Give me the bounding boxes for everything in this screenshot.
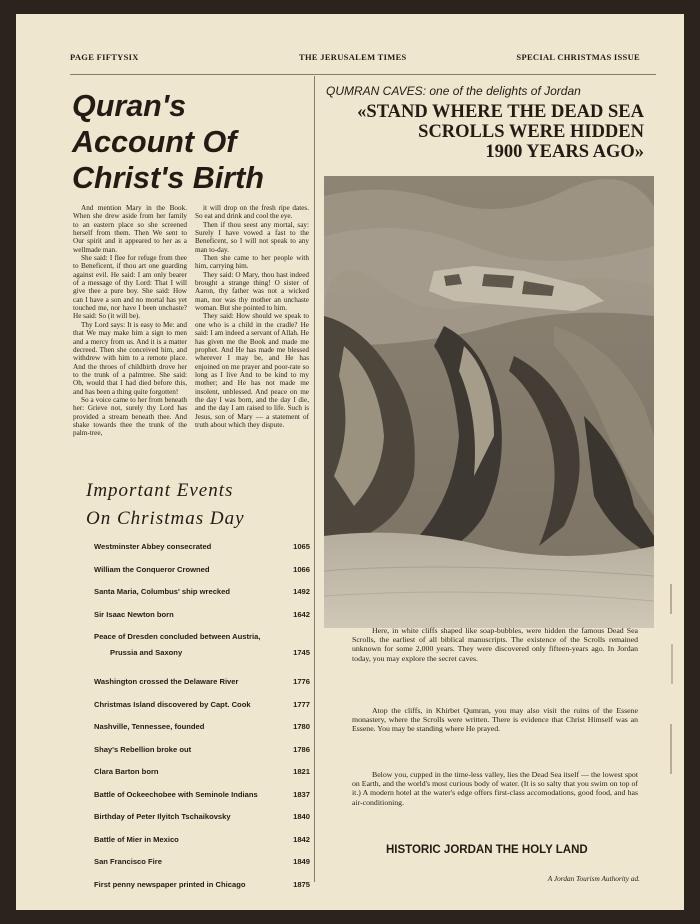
issue-label: SPECIAL CHRISTMAS ISSUE bbox=[516, 52, 640, 62]
event-row bbox=[94, 604, 310, 627]
paragraph: She said: I flee for refuge from thee to Beneficent, if thou art one guarding against evil. He said: I am only bearer of a message of thy Lord: That I will give thee a pure boy. She said: How can I have a son and no mortal has yet touched me, nor have I been unchaste? He said: So (it will be). bbox=[73, 254, 187, 321]
subhead-rest: : one of the delights of Jordan bbox=[422, 84, 581, 98]
event-name: Peace of Dresden concluded between Austria, bbox=[94, 632, 261, 641]
event-name: San Francisco Fire bbox=[94, 857, 162, 866]
event-name: First penny newspaper printed in Chicago bbox=[94, 879, 246, 889]
scrolls-headline-line-3: 1900 YEARS AGO» bbox=[485, 142, 644, 162]
event-year: 1777 bbox=[293, 699, 310, 709]
event-row bbox=[94, 536, 310, 559]
event-name: Christmas Island discovered by Capt. Cook bbox=[94, 699, 251, 709]
paragraph: Then she came to her people with him, carrying him. bbox=[195, 254, 309, 271]
event-name: Washington crossed the Delaware River bbox=[94, 677, 239, 686]
paragraph: They said: O Mary, thou hast indeed brought a strange thing! O sister of Aaron, thy father was not a wicked man, nor was thy mother an unchaste woman. But she pointed to him. bbox=[195, 270, 309, 313]
event-year: 1840 bbox=[293, 812, 310, 821]
event-name: Westminster Abbey consecrated bbox=[94, 542, 212, 551]
qumran-paragraph-1 bbox=[352, 626, 638, 663]
event-year: 1821 bbox=[293, 767, 310, 776]
event-year: 1786 bbox=[293, 744, 310, 754]
scrolls-headline bbox=[322, 102, 644, 162]
paragraph: So a voice came to her from beneath her: Grieve not, surely thy Lord has provided a stream beneath thee. And shake towards thee the trunk of the palm-tree, bbox=[73, 395, 187, 438]
ad-credit: A Jordan Tourism Authority ad. bbox=[547, 874, 640, 883]
event-row bbox=[94, 581, 310, 604]
photo-drawing bbox=[324, 176, 654, 628]
paragraph-text: Atop the cliffs, in Khirbet Qumran, you may also visit the ruins of the Essene monastery, where the Scrolls were written. There is evidence that Christ Himself was an Essene. You may be standing where He prayed. bbox=[352, 706, 638, 734]
event-row bbox=[94, 851, 310, 874]
qumran-subhead bbox=[326, 84, 656, 98]
event-year: 1875 bbox=[293, 879, 310, 889]
paragraph-text: Below you, cupped in the time-less valley, lies the Dead Sea itself — the lowest spot on Earth, and the world's most curious body of water. (It is so salty that you swim on top of it.) A modern hotel at the water's edge offers first-class accomodations, good food, and has air-conditioning. bbox=[352, 770, 638, 807]
qumran-paragraph-2 bbox=[352, 706, 638, 734]
quran-headline bbox=[72, 88, 312, 196]
quran-text-column-2 bbox=[195, 204, 309, 429]
events-list bbox=[94, 536, 310, 896]
scrolls-headline-line-2: SCROLLS WERE HIDDEN bbox=[418, 122, 644, 142]
events-title-line-2: On Christmas Day bbox=[86, 508, 245, 529]
event-year: 1780 bbox=[293, 722, 310, 731]
event-name: Battle of Mier in Mexico bbox=[94, 834, 179, 844]
headline-line-1: Quran's bbox=[72, 89, 187, 123]
event-row bbox=[94, 761, 310, 784]
event-year: 1642 bbox=[293, 609, 310, 619]
event-name: Santa Maria, Columbus' ship wrecked bbox=[94, 587, 230, 596]
event-year: 1745 bbox=[293, 648, 310, 657]
qumran-paragraph-3 bbox=[352, 770, 638, 807]
event-row bbox=[94, 739, 310, 762]
headline-line-3: Christ's Birth bbox=[72, 161, 264, 195]
event-row bbox=[94, 716, 310, 739]
newspaper-name: THE JERUSALEM TIMES bbox=[299, 52, 407, 62]
header-rule bbox=[70, 74, 656, 75]
scrolls-headline-line-1: «STAND WHERE THE DEAD SEA bbox=[357, 102, 644, 122]
tourism-slogan: HISTORIC JORDAN THE HOLY LAND bbox=[386, 844, 588, 856]
event-row bbox=[94, 874, 310, 897]
paragraph: And mention Mary in the Book. When she drew aside from her family to an eastern place so she screened herself from them. Then We sent to Our spirit and it appeared to her as a wellmade man. bbox=[73, 204, 187, 254]
event-year: 1837 bbox=[293, 789, 310, 799]
event-row bbox=[94, 559, 310, 582]
event-name: Sir Isaac Newton born bbox=[94, 609, 174, 619]
qumran-aerial-photo bbox=[324, 176, 654, 628]
paragraph-text: Here, in white cliffs shaped like soap-bubbles, were hidden the famous Dead Sea Scrolls, the earliest of all biblical manuscripts. The existence of the Scrolls remained unknown for some 2,000 years. They were discovered only fifteen-years ago. In Jordan today, you may explore the secret caves. bbox=[352, 626, 638, 663]
event-year: 1842 bbox=[293, 834, 310, 844]
page-number: PAGE FIFTYSIX bbox=[70, 52, 139, 62]
headline-line-2: Account Of bbox=[72, 125, 237, 159]
page-edge-marks bbox=[668, 574, 676, 814]
event-year: 1776 bbox=[293, 677, 310, 686]
event-row bbox=[94, 694, 310, 717]
paragraph: it will drop on the fresh ripe dates. So eat and drink and cool the eye. bbox=[195, 204, 309, 221]
paragraph: They said: How should we speak to one who is a child in the cradle? He said: I am indeed a servant of Allah. He has given me the Book and made me prophet. And He has made me blessed wherever I may be, and He has enjoined on me prayer and poor-rate so long as I live And to be kind to my mother; and He has not made me insolent, unblessed. And peace on me the day I was born, and the day I die, and the day I am raised to life. Such is Jesus, son of Mary — a statement of truth about which they dispute. bbox=[195, 312, 309, 429]
event-name: Battle of Ockeechobee with Seminole Indians bbox=[94, 789, 258, 799]
paragraph: Then if thou seest any mortal, say: Surely I have vowed a fast to the Beneficent, so I will not speak to any man to-day. bbox=[195, 220, 309, 254]
newspaper-page bbox=[16, 14, 684, 910]
events-title-line-1: Important Events bbox=[86, 480, 234, 501]
event-year: 1066 bbox=[293, 564, 310, 574]
event-row bbox=[94, 784, 310, 807]
event-year: 1849 bbox=[293, 857, 310, 866]
column-rule bbox=[314, 76, 315, 882]
subhead-label: QUMRAN CAVES bbox=[326, 84, 423, 98]
event-row bbox=[94, 829, 310, 852]
quran-text-column-1 bbox=[73, 204, 187, 438]
event-year: 1492 bbox=[293, 587, 310, 596]
event-name-cont: Prussia and Saxony bbox=[110, 648, 183, 657]
event-row bbox=[94, 671, 310, 694]
event-name: Birthday of Peter Ilyitch Tschaikovsky bbox=[94, 812, 231, 821]
event-name: William the Conqueror Crowned bbox=[94, 564, 210, 574]
paragraph: Thy Lord says: It is easy to Me: and that We may make him a sign to men and a mercy from us. And it is a matter decreed. Then she conceived him, and withdrew with him to a remote place. And the throes of childbirth drove her to the trunk of a palmtree. She said: Oh, would that I had died before this, and has been a thing quite forgotten! bbox=[73, 320, 187, 396]
event-row bbox=[94, 626, 310, 671]
events-title bbox=[86, 477, 306, 533]
event-name: Nashville, Tennessee, founded bbox=[94, 722, 205, 731]
event-row bbox=[94, 806, 310, 829]
event-name: Clara Barton born bbox=[94, 767, 159, 776]
event-name: Shay's Rebellion broke out bbox=[94, 744, 192, 754]
event-year: 1065 bbox=[293, 542, 310, 551]
